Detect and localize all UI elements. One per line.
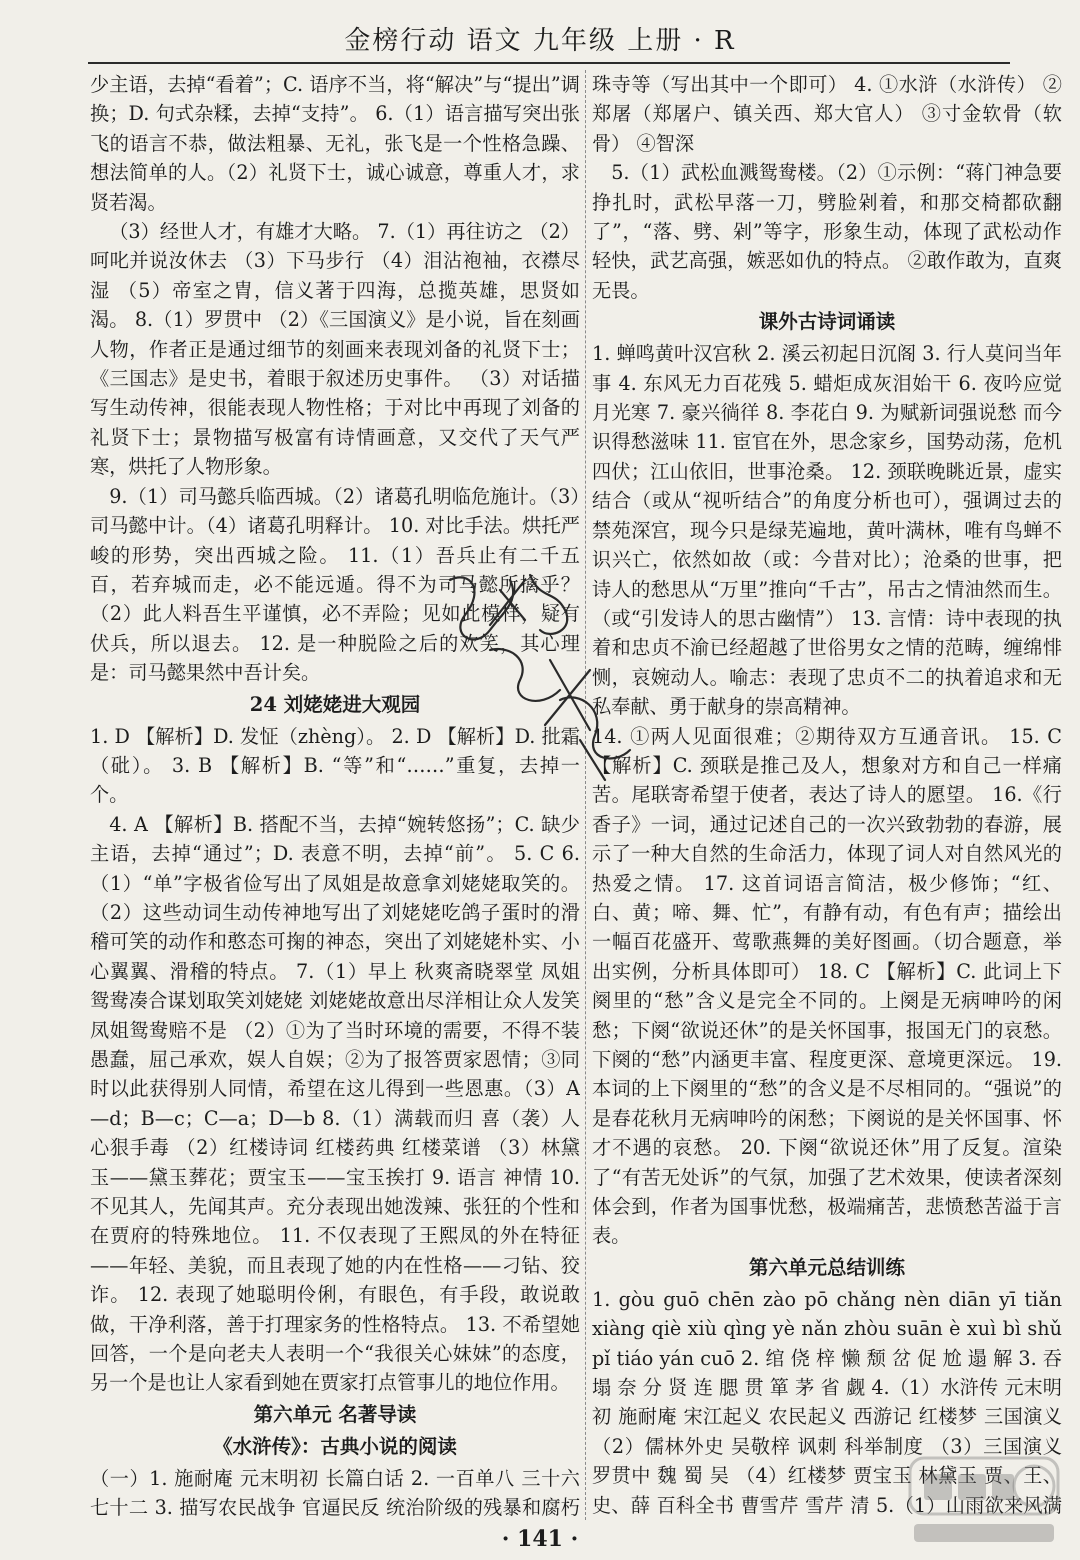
answer-paragraph: 少主语，去掉“看着”；C. 语序不当，将“解决”与“提出”调换；D. 句式杂糅，去掉“支持”。 6.（1）语言描写突出张飞的语言不恭，做法粗暴、无礼，张飞是一个性格急躁、想法简单的人。（2）礼贤下士，诚心诚意，尊重人才，求贤若渴。 — [90, 73, 580, 214]
section-heading: 24 刘姥姥进大观园 — [249, 692, 421, 716]
answer-paragraph: 5.（1）武松血溅鸳鸯楼。（2）①示例：“蒋门神急要挣扎时，武松早落一刀，劈脸剁着，和那交椅都砍翻了”，“落、劈、剁”等字，形象生动，体现了武松动作轻快，武艺高强，嫉恶如仇的特点。 ②敢作敢为，直爽无畏。 — [592, 161, 1062, 302]
section-heading: 课外古诗词诵读 — [758, 310, 896, 334]
answer-paragraph: 4. A 【解析】B. 搭配不当，去掉“婉转悠扬”；C. 缺少主语，去掉“通过”；D. 表意不明，去掉“前”。 5. C 6.（1）“单”字极省俭写出了凤姐是故意拿刘姥姥取笑的。（2）这些动词生动传神地写出了刘姥姥吃鸽子蛋时的滑稽可笑的动作和憨态可掬的神态，突出了刘姥姥朴实、小心翼翼、滑稽的特点。 7.（1）早上 秋爽斋晓翠堂 凤姐鸳鸯凑合谋划取笑刘姥姥 刘姥姥故意出尽洋相让众人发笑 凤姐鸳鸯赔不是 （2）①为了当时环境的需要，不得不装愚蠢，屈己承欢，娱人自娱；②为了报答贾家恩情；③同时以此获得别人同情，希望在这儿得到一些恩惠。（3）A—d；B—c；C—a；D—b 8.（1）满载而归 喜（袭）人 心狠手毒 （2）红楼诗词 红楼药典 红楼菜谱 （3）林黛玉——黛玉葬花；贾宝玉——宝玉挨打 9. 语言 神情 10. 不见其人，先闻其声。充分表现出她泼辣、张狂的个性和在贾府的特殊地位。 11. 不仅表现了王熙凤的外在特征——年轻、美貌，而且表现了她的内在性格——刁钻、狡诈。 12. 表现了她聪明伶俐，有眼色，有手段，敢说敢做，干净利落，善于打理家务的性格特点。 13. 不希望她回答，一个是向老夫人表明一个“我很关心妹妹”的态度，另一个是也让人家看到她在贾家打点管事儿的地位作用。 — [90, 812, 580, 1395]
page-header: 金榜行动 语文 九年级 上册 · R — [344, 26, 736, 56]
answer-paragraph: 1. 蝉鸣黄叶汉宫秋 2. 溪云初起日沉阁 3. 行人莫问当年事 4. 东风无力百花残 5. 蜡炬成灰泪始干 6. 夜吟应觉月光寒 7. 豪兴徜徉 8. 李花白 9. 为赋新词强说愁 而今识得愁滋味 11. 宦官在外，思念家乡，国势动荡，危机四伏；江山依旧，世事沧桑。 12. 颈联晚眺近景，虚实结合（或从“视听结合”的角度分析也可），强调过去的禁苑深宫，现今只是绿芜遍地，黄叶满林，唯有鸟蝉不识兴亡，依然如故（或：今昔对比）；沧桑的世事，把诗人的愁思从“万里”推向“千古”，吊古之情油然而生。（或“引发诗人的思古幽情”） 13. 言情：诗中表现的执着和忠贞不渝已经超越了世俗男女之情的范畴，缠绵悱恻，哀婉动人。喻志：表现了忠贞不二的执着追求和无私奉献、勇于献身的崇高精神。 — [592, 342, 1062, 719]
answer-paragraph: 14. ①两人见面很难；②期待双方互通音讯。 15. C 【解析】C. 颈联是推己及人，想象对方和自己一样痛苦。尾联寄希望于使者，表达了诗人的愿望。 16.《行香子》一词，通过记述自己的一次兴致勃勃的春游，展示了一种大自然的生命活力，体现了词人对自然风光的热爱之情。 17. 这首词语言简洁，极少修饰；“红、白、黄；啼、舞、忙”，有静有动，有色有声；描绘出一幅百花盛开、莺歌燕舞的美好图画。（切合题意，举出实例，分析具体即可） 18. C 【解析】C. 此词上下阕里的“愁”含义是完全不同的。上阕是无病呻吟的闲愁；下阕“欲说还休”的是关怀国事，报国无门的哀愁。下阕的“愁”内涵更丰富、程度更深、意境更深远。 19. 本词的上下阕里的“愁”的含义是不尽相同的。“强说”的是春花秋月无病呻吟的闲愁；下阕说的是关怀国事、怀才不遇的哀愁。 20. 下阕“欲说还休”用了反复。渲染了“有苦无处诉”的气氛，加强了艺术效果，使读者深刻体会到，作者为国事忧愁，极端痛苦，悲愤愁苦溢于言表。 — [592, 724, 1062, 1248]
section-heading: 第六单元总结训练 — [748, 1255, 905, 1279]
left-column — [90, 70, 580, 1520]
handwritten-scribble — [430, 560, 650, 790]
answer-paragraph: 1. D 【解析】D. 发怔（zhèng）。 2. D 【解析】D. 批霜（砒）。 3. B 【解析】B. “等”和“……”重复，去掉一个。 — [90, 724, 580, 807]
right-column — [592, 70, 1062, 1520]
column-divider — [585, 70, 586, 1520]
header-rule — [88, 62, 1010, 64]
section-heading: 《水浒传》：古典小说的阅读 — [213, 1434, 457, 1458]
answer-paragraph: 9.（1）司马懿兵临西城。（2）诸葛孔明临危施计。（3）司马懿中计。（4）诸葛孔明释计。 10. 对比手法。烘托严峻的形势，突出西城之险。 11.（1）吾兵止有二千五百，若弃城而走，必不能远遁。得不为司马懿所擒乎？（2）此人料吾生平谨慎，必不弄险；见如此模样，疑有伏兵，所以退去。 12. 是一种脱险之后的欢笑，其心理是：司马懿果然中吾计矣。 — [90, 484, 580, 685]
watermark-logo — [904, 1452, 1064, 1552]
section-heading: 第六单元 名著导读 — [253, 1402, 417, 1426]
page-number: · 141 · — [501, 1526, 579, 1552]
answer-paragraph: 1. gòu guō chēn zào pō chǎng nèn diān yī tiǎn xiàng qiè xiù qìng yè nǎn zhòu suān è xuì bì shǔ pǐ tiáo yán cuō 2. 绾 侥 梓 懒 颓 岔 促 尬 遢 解 3. 吞 塌 奈 分 贤 连 腮 贯 箪 茅 省 觑 4.（1）水浒传 元末明初 施耐庵 宋江起义 农民起义 西游记 红楼梦 三国演义 （2）儒林外史 吴敬梓 讽刺 科举制度 （3）三国演义 罗贯中 魏 蜀 吴 （4）红楼梦 贾宝玉 贾、王、史、薛 百科全书 曹雪芹 雪芹 清 5.（1）山雨欲来风满 — [592, 1287, 1062, 1517]
answer-paragraph: （3）经世人才，有雄才大略。 7.（1）再往访之 （2）呵叱并说汝休去 （3）下马步行 （4）泪沾袍袖，衣襟尽湿 （5）帝室之胄，信义著于四海，总揽英雄，思贤如渴。 8.（1）罗贯中 （2）《三国演义》是小说，旨在刻画人物，作者正是通过细节的刻画来表现刘备的礼贤下士；《三国志》是史书，着眼于叙述历史事件。 （3）对话描写生动传神，很能表现人物性格；于对比中再现了刘备的礼贤下士；景物描写极富有诗情画意，又交代了天气严寒，烘托了人物形象。 — [90, 220, 580, 479]
answer-paragraph: （一）1. 施耐庵 元末明初 长篇白话 2. 一百单八 三十六 七十二 3. 描写农民战争 官逼民反 统治阶级的残暴和腐朽 — [90, 1466, 580, 1520]
answer-paragraph: 珠寺等（写出其中一个即可） 4. ①水浒（水浒传） ②郑屠（郑屠户、镇关西、郑大官人） ③寸金软骨（软骨） ④智深 — [592, 73, 1062, 155]
